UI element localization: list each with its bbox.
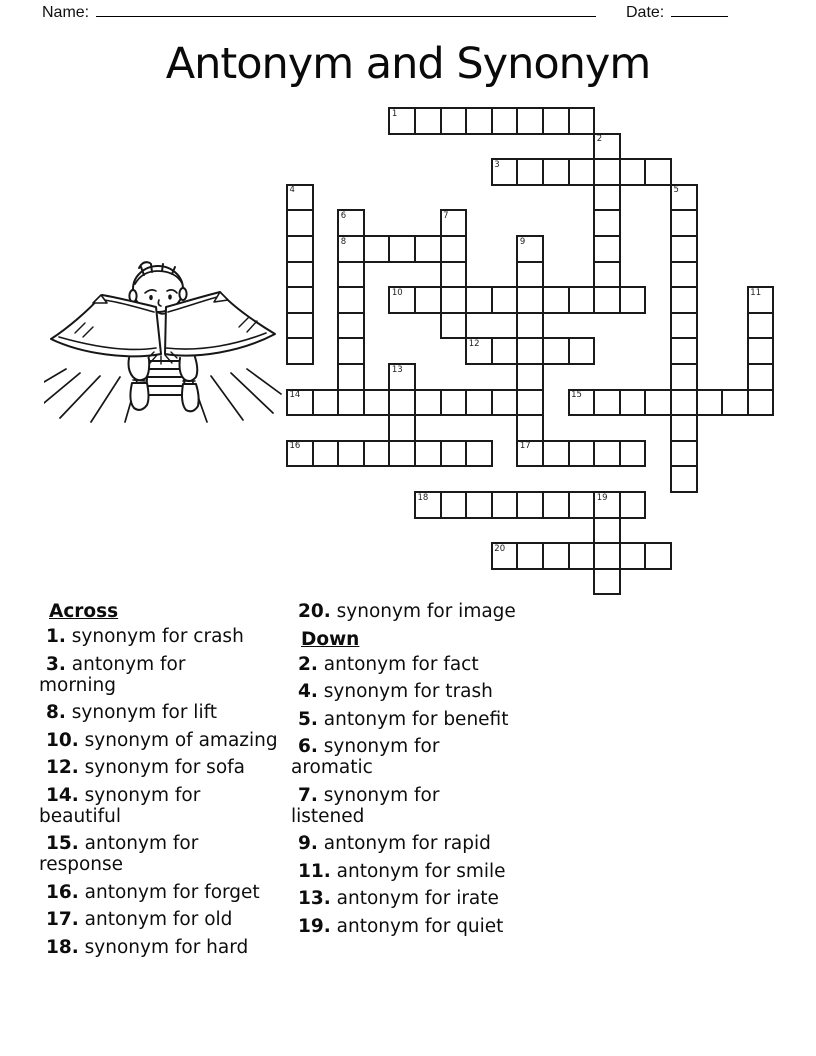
clue-item-11: 11. antonym for smile bbox=[298, 860, 506, 882]
cell-number: 4 bbox=[289, 185, 295, 196]
crossword-cell[interactable] bbox=[465, 107, 493, 135]
crossword-cell[interactable] bbox=[465, 389, 493, 417]
crossword-cell[interactable] bbox=[593, 261, 621, 289]
crossword-cell[interactable] bbox=[619, 491, 647, 519]
crossword-cell[interactable] bbox=[593, 133, 621, 161]
crossword-cell[interactable] bbox=[286, 389, 314, 417]
crossword-cell[interactable] bbox=[670, 184, 698, 212]
crossword-cell[interactable] bbox=[440, 389, 468, 417]
clue-number: 20. bbox=[298, 601, 331, 622]
crossword-cell[interactable] bbox=[542, 337, 570, 365]
cell-number: 12 bbox=[468, 338, 480, 349]
crossword-cell[interactable] bbox=[644, 542, 672, 570]
crossword-cell[interactable] bbox=[440, 312, 468, 340]
down-heading: Down bbox=[301, 628, 360, 650]
crossword-cell[interactable] bbox=[286, 286, 314, 314]
clue-item-5: 5. antonym for benefit bbox=[298, 708, 509, 730]
crossword-cell[interactable] bbox=[440, 286, 468, 314]
crossword-cell[interactable] bbox=[670, 235, 698, 263]
crossword-cell[interactable] bbox=[593, 158, 621, 186]
crossword-cell[interactable] bbox=[465, 337, 493, 365]
crossword-cell[interactable] bbox=[440, 491, 468, 519]
clue-item-7: 7. synonym for listened bbox=[291, 784, 440, 827]
crossword-cell[interactable] bbox=[568, 542, 596, 570]
crossword-cell[interactable] bbox=[593, 209, 621, 237]
clue-item-20: 20. synonym for image bbox=[298, 601, 516, 622]
crossword-cell[interactable] bbox=[516, 389, 544, 417]
crossword-cell[interactable] bbox=[542, 542, 570, 570]
crossword-cell[interactable] bbox=[670, 414, 698, 442]
crossword-cell[interactable] bbox=[516, 491, 544, 519]
cell-number: 14 bbox=[289, 390, 301, 401]
clue-item-17: 17. antonym for old bbox=[46, 909, 233, 930]
crossword-cell[interactable] bbox=[670, 389, 698, 417]
clue-item-15: 15. antonym for response bbox=[39, 833, 199, 875]
clues-column-across bbox=[39, 601, 297, 964]
crossword-cell[interactable] bbox=[388, 235, 416, 263]
clue-number: 4. bbox=[298, 681, 318, 702]
clue-number: 3. bbox=[46, 653, 66, 675]
crossword-cell[interactable] bbox=[388, 107, 416, 135]
crossword-cell[interactable] bbox=[491, 286, 519, 314]
crossword-cell[interactable] bbox=[644, 158, 672, 186]
crossword-cell[interactable] bbox=[619, 158, 647, 186]
crossword-cell[interactable] bbox=[516, 286, 544, 314]
crossword-cell[interactable] bbox=[286, 312, 314, 340]
clue-number: 16. bbox=[46, 881, 79, 903]
clue-number: 17. bbox=[46, 909, 79, 930]
crossword-cell[interactable] bbox=[516, 542, 544, 570]
crossword-cell[interactable] bbox=[286, 184, 314, 212]
crossword-cell[interactable] bbox=[286, 261, 314, 289]
cell-number: 13 bbox=[391, 364, 403, 375]
clue-number: 13. bbox=[298, 888, 331, 909]
crossword-cell[interactable] bbox=[747, 363, 775, 391]
crossword-cell[interactable] bbox=[670, 312, 698, 340]
crossword-cell[interactable] bbox=[670, 286, 698, 314]
crossword-cell[interactable] bbox=[440, 261, 468, 289]
cell-number: 19 bbox=[596, 492, 608, 503]
clue-item-6: 6. synonym for aromatic bbox=[291, 736, 440, 778]
page-title: Antonym and Synonym bbox=[165, 39, 651, 89]
crossword-cell[interactable] bbox=[414, 235, 442, 263]
crossword-cell[interactable] bbox=[593, 286, 621, 314]
crossword-cell[interactable] bbox=[593, 440, 621, 468]
clue-number: 1. bbox=[46, 626, 66, 647]
crossword-cell[interactable] bbox=[670, 465, 698, 493]
crossword-cell[interactable] bbox=[619, 440, 647, 468]
clue-number: 8. bbox=[46, 702, 66, 723]
crossword-cell[interactable] bbox=[414, 440, 442, 468]
crossword-cell[interactable] bbox=[568, 158, 596, 186]
crossword-cell[interactable] bbox=[286, 440, 314, 468]
crossword-cell[interactable] bbox=[747, 286, 775, 314]
clue-item-19: 19. antonym for quiet bbox=[298, 915, 504, 937]
crossword-cell[interactable] bbox=[516, 312, 544, 340]
crossword-cell[interactable] bbox=[593, 491, 621, 519]
cell-number: 1 bbox=[391, 108, 398, 119]
cell-number: 5 bbox=[673, 185, 679, 196]
crossword-cell[interactable] bbox=[516, 107, 544, 135]
crossword-cell[interactable] bbox=[465, 491, 493, 519]
crossword-cell[interactable] bbox=[696, 389, 724, 417]
name-label: Name: bbox=[42, 4, 90, 21]
crossword-cell[interactable] bbox=[337, 389, 365, 417]
crossword-cell[interactable] bbox=[337, 337, 365, 365]
clue-number: 19. bbox=[298, 915, 331, 937]
crossword-cell[interactable] bbox=[542, 440, 570, 468]
clue-item-18: 18. synonym for hard bbox=[46, 936, 249, 958]
crossword-cell[interactable] bbox=[542, 158, 570, 186]
crossword-cell[interactable] bbox=[542, 107, 570, 135]
crossword-cell[interactable] bbox=[619, 286, 647, 314]
date-label: Date: bbox=[626, 4, 665, 21]
name-field bbox=[42, 1, 596, 22]
crossword-cell[interactable] bbox=[440, 209, 468, 237]
crossword-cell[interactable] bbox=[747, 312, 775, 340]
clue-number: 14. bbox=[46, 784, 79, 806]
crossword-cell[interactable] bbox=[337, 261, 365, 289]
clue-item-3: 3. antonym for morning bbox=[39, 653, 186, 696]
crossword-cell[interactable] bbox=[491, 542, 519, 570]
crossword-cell[interactable] bbox=[414, 286, 442, 314]
crossword-cell[interactable] bbox=[670, 440, 698, 468]
crossword-cell[interactable] bbox=[286, 235, 314, 263]
crossword-cell[interactable] bbox=[388, 414, 416, 442]
crossword-cell[interactable] bbox=[542, 286, 570, 314]
cell-number: 8 bbox=[340, 236, 347, 247]
crossword-cell[interactable] bbox=[388, 286, 416, 314]
crossword-cell[interactable] bbox=[516, 158, 544, 186]
crossword-cell[interactable] bbox=[516, 235, 544, 263]
crossword-grid bbox=[286, 107, 774, 595]
cell-number: 6 bbox=[340, 210, 347, 221]
crossword-cell[interactable] bbox=[491, 389, 519, 417]
crossword-cell[interactable] bbox=[491, 107, 519, 135]
crossword-cell[interactable] bbox=[568, 286, 596, 314]
crossword-cell[interactable] bbox=[388, 389, 416, 417]
crossword-cell[interactable] bbox=[286, 209, 314, 237]
clue-item-9: 9. antonym for rapid bbox=[298, 833, 491, 854]
clue-number: 2. bbox=[298, 653, 318, 675]
crossword-cell[interactable] bbox=[568, 337, 596, 365]
crossword-cell[interactable] bbox=[670, 363, 698, 391]
clue-item-12: 12. synonym for sofa bbox=[46, 757, 245, 778]
clue-item-8: 8. synonym for lift bbox=[46, 702, 218, 723]
crossword-cell[interactable] bbox=[670, 209, 698, 237]
crossword-cell[interactable] bbox=[593, 517, 621, 545]
crossword-cell[interactable] bbox=[516, 414, 544, 442]
cell-number: 9 bbox=[519, 236, 526, 247]
crossword-cell[interactable] bbox=[644, 389, 672, 417]
crossword-cell[interactable] bbox=[337, 312, 365, 340]
crossword-cell[interactable] bbox=[337, 286, 365, 314]
crossword-cell[interactable] bbox=[491, 491, 519, 519]
crossword-cell[interactable] bbox=[337, 440, 365, 468]
clue-item-13: 13. antonym for irate bbox=[298, 888, 499, 909]
cell-number: 7 bbox=[443, 210, 449, 221]
crossword-cell[interactable] bbox=[670, 261, 698, 289]
clue-number: 9. bbox=[298, 833, 318, 854]
crossword-cell[interactable] bbox=[593, 184, 621, 212]
across-heading: Across bbox=[49, 601, 119, 622]
crossword-cell[interactable] bbox=[440, 235, 468, 263]
cell-number: 20 bbox=[494, 543, 506, 554]
crossword-cell[interactable] bbox=[619, 389, 647, 417]
crossword-cell[interactable] bbox=[337, 209, 365, 237]
crossword-cell[interactable] bbox=[337, 235, 365, 263]
crossword-cell[interactable] bbox=[312, 440, 340, 468]
crossword-cell[interactable] bbox=[619, 542, 647, 570]
clue-number: 6. bbox=[298, 736, 318, 757]
clue-number: 15. bbox=[46, 833, 79, 854]
date-field bbox=[626, 1, 728, 22]
cell-number: 15 bbox=[571, 390, 582, 401]
crossword-cell[interactable] bbox=[568, 491, 596, 519]
clue-item-10: 10. synonym of amazing bbox=[46, 729, 278, 751]
cell-number: 16 bbox=[289, 441, 301, 452]
clue-item-4: 4. synonym for trash bbox=[298, 681, 493, 702]
crossword-cell[interactable] bbox=[286, 337, 314, 365]
crossword-cell[interactable] bbox=[516, 440, 544, 468]
crossword-cell[interactable] bbox=[516, 261, 544, 289]
crossword-cell[interactable] bbox=[414, 491, 442, 519]
crossword-cell[interactable] bbox=[440, 440, 468, 468]
crossword-cell[interactable] bbox=[363, 440, 391, 468]
clue-number: 5. bbox=[298, 708, 318, 730]
crossword-cell[interactable] bbox=[414, 389, 442, 417]
clues-column-down bbox=[291, 601, 551, 943]
clue-number: 11. bbox=[298, 860, 331, 882]
crossword-cell[interactable] bbox=[388, 440, 416, 468]
crossword-cell[interactable] bbox=[312, 389, 340, 417]
cell-number: 2 bbox=[596, 134, 603, 145]
date-blank-line[interactable] bbox=[671, 1, 728, 17]
clue-item-14: 14. synonym for beautiful bbox=[39, 784, 201, 827]
cell-number: 18 bbox=[417, 492, 429, 503]
crossword-cell[interactable] bbox=[568, 440, 596, 468]
crossword-cell[interactable] bbox=[670, 337, 698, 365]
crossword-cell[interactable] bbox=[593, 389, 621, 417]
child-reading-book-illustration bbox=[44, 255, 282, 425]
crossword-cell[interactable] bbox=[593, 542, 621, 570]
cell-number: 11 bbox=[750, 287, 762, 298]
cell-number: 17 bbox=[519, 441, 531, 452]
cell-number: 10 bbox=[391, 287, 403, 298]
crossword-cell[interactable] bbox=[568, 389, 596, 417]
clue-number: 12. bbox=[46, 757, 79, 778]
crossword-cell[interactable] bbox=[388, 363, 416, 391]
clue-item-2: 2. antonym for fact bbox=[298, 653, 479, 675]
crossword-cell[interactable] bbox=[491, 158, 519, 186]
crossword-cell[interactable] bbox=[721, 389, 749, 417]
crossword-cell[interactable] bbox=[747, 337, 775, 365]
crossword-cell[interactable] bbox=[747, 389, 775, 417]
crossword-cell[interactable] bbox=[337, 363, 365, 391]
crossword-cell[interactable] bbox=[516, 337, 544, 365]
cell-number: 3 bbox=[494, 159, 500, 170]
name-blank-line[interactable] bbox=[96, 1, 596, 17]
crossword-cell[interactable] bbox=[516, 363, 544, 391]
clue-number: 10. bbox=[46, 729, 79, 751]
crossword-cell[interactable] bbox=[465, 440, 493, 468]
crossword-cell[interactable] bbox=[465, 286, 493, 314]
crossword-cell[interactable] bbox=[593, 235, 621, 263]
crossword-cell[interactable] bbox=[491, 337, 519, 365]
clue-number: 7. bbox=[298, 784, 318, 806]
clue-item-16: 16. antonym for forget bbox=[46, 881, 260, 903]
clue-item-1: 1. synonym for crash bbox=[46, 626, 244, 647]
clue-number: 18. bbox=[46, 936, 79, 958]
crossword-cell[interactable] bbox=[414, 107, 442, 135]
crossword-cell[interactable] bbox=[593, 568, 621, 596]
crossword-cell[interactable] bbox=[363, 389, 391, 417]
crossword-cell[interactable] bbox=[568, 107, 596, 135]
crossword-cell[interactable] bbox=[440, 107, 468, 135]
crossword-cell[interactable] bbox=[542, 491, 570, 519]
crossword-cell[interactable] bbox=[363, 235, 391, 263]
